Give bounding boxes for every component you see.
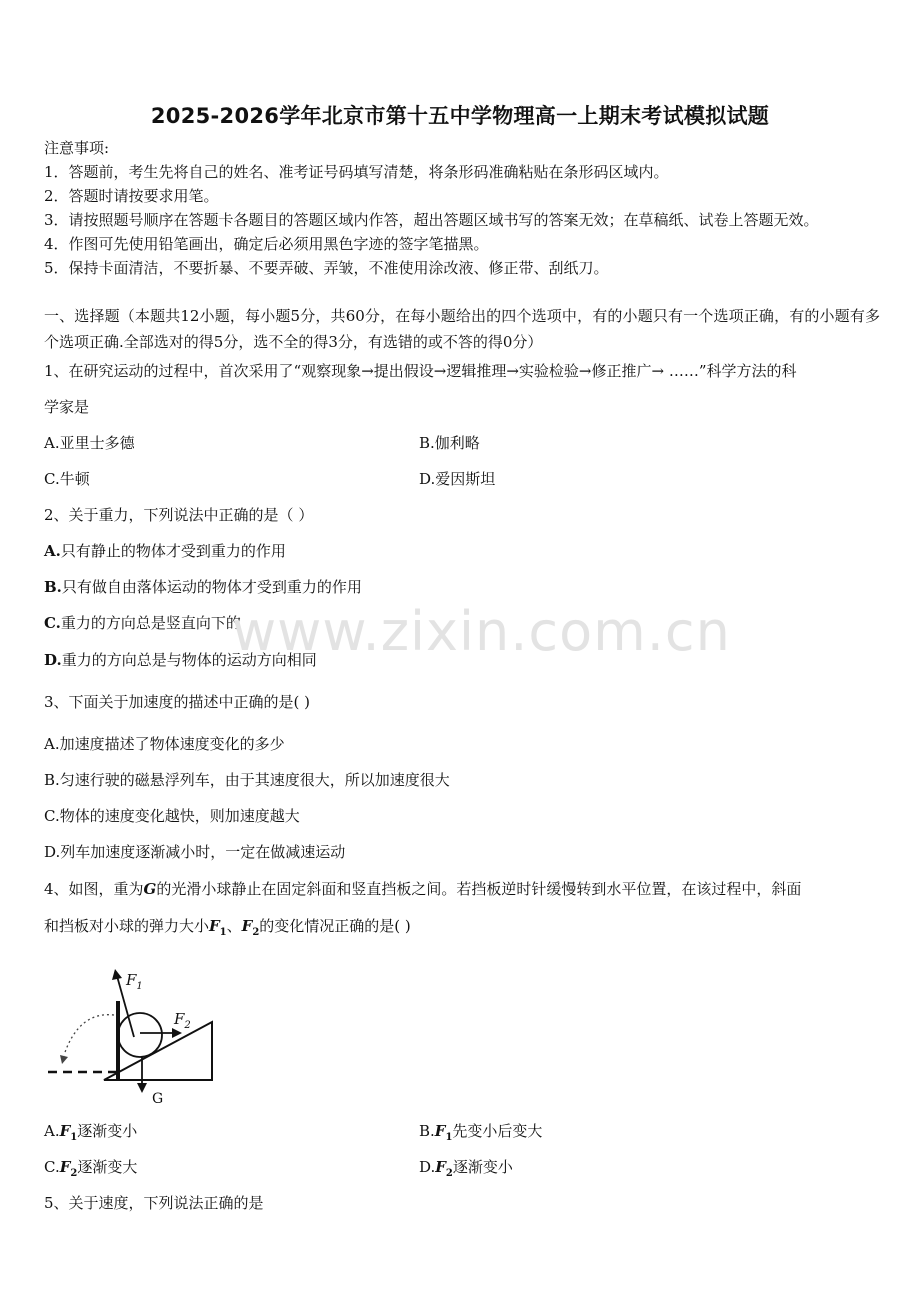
question-1-option-d: D.爱因斯坦 bbox=[419, 470, 496, 488]
question-2-option-b: B.只有做自由落体运动的物体才受到重力的作用 bbox=[44, 578, 362, 596]
incline-diagram bbox=[44, 963, 229, 1103]
rotation-arrowhead bbox=[60, 1055, 68, 1064]
ball bbox=[118, 1013, 162, 1057]
question-4-figure bbox=[44, 963, 229, 1107]
question-1-option-c: C.牛顿 bbox=[44, 470, 90, 488]
question-3-option-a: A.加速度描述了物体速度变化的多少 bbox=[44, 735, 285, 753]
watermark: www.zixin.com.cn bbox=[232, 600, 731, 663]
question-3-option-d: D.列车加速度逐渐减小时，一定在做减速运动 bbox=[44, 843, 346, 861]
notice-item: 5．保持卡面清洁，不要折暴、不要弄破、弄皱，不准使用涂改液、修正带、刮纸刀。 bbox=[44, 259, 609, 277]
question-3-option-b: B.匀速行驶的磁悬浮列车，由于其速度很大，所以加速度很大 bbox=[44, 771, 450, 789]
question-2-option-d: D.重力的方向总是与物体的运动方向相同 bbox=[44, 651, 317, 669]
question-4-option-d: $D.F_2$逐渐变小 bbox=[419, 1158, 513, 1179]
page-title: 2025-2026学年北京市第十五中学物理高一上期末考试模拟试题 bbox=[150, 104, 770, 128]
rotation-arc bbox=[64, 1015, 114, 1055]
question-2-stem: 2、关于重力，下列说法中正确的是（ ） bbox=[44, 506, 314, 524]
question-4-stem-cont: 和挡板对小球的弹力大小$F_1$、$F_2$的变化情况正确的是( ) bbox=[44, 917, 411, 938]
section-heading: 一、选择题（本题共12小题，每小题5分，共60分，在每小题给出的四个选项中，有的小题只有一个选项正确，有的小题有多个选项正确.全部选对的得5分，选不全的得3分，有选错的或不答的得0分） bbox=[44, 307, 880, 351]
label-f2: $F_2$ bbox=[174, 1010, 191, 1031]
notice-item: 3．请按照题号顺序在答题卡各题目的答题区域内作答，超出答题区域书写的答案无效；在草稿纸、试卷上答题无效。 bbox=[44, 211, 819, 229]
notice-item: 2．答题时请按要求用笔。 bbox=[44, 187, 219, 205]
question-5-stem: 5、关于速度，下列说法正确的是 bbox=[44, 1194, 264, 1212]
question-1-stem: 1、在研究运动的过程中，首次采用了“观察现象→提出假设→逻辑推理→实验检验→修正推广→ ……”科学方法的科 bbox=[44, 362, 797, 380]
question-1-option-b: B.伽利略 bbox=[419, 434, 480, 452]
question-4-option-b: $B.F_1$先变小后变大 bbox=[419, 1122, 543, 1143]
question-2-option-a: A.只有静止的物体才受到重力的作用 bbox=[44, 542, 286, 560]
gravity-arrowhead bbox=[137, 1083, 147, 1093]
question-3-stem: 3、下面关于加速度的描述中正确的是( ) bbox=[44, 693, 311, 711]
question-1-stem-cont: 学家是 bbox=[44, 398, 90, 416]
question-4-option-c: $C.F_2$逐渐变大 bbox=[44, 1158, 138, 1179]
question-4-stem: 4、如图，重为G的光滑小球静止在固定斜面和竖直挡板之间。若挡板逆时针缓慢转到水平位置，在该过程中，斜面 bbox=[44, 880, 802, 898]
question-1-option-a: A.亚里士多德 bbox=[44, 434, 135, 452]
question-2-option-c: C.重力的方向总是竖直向下的 bbox=[44, 614, 241, 632]
question-4-option-a: $A.F_1$逐渐变小 bbox=[44, 1122, 138, 1143]
incline-block bbox=[104, 1022, 212, 1080]
label-f1: $F_1$ bbox=[126, 971, 143, 992]
force-f2-arrowhead bbox=[172, 1028, 182, 1038]
notice-heading: 注意事项: bbox=[44, 139, 110, 157]
question-3-option-c: C.物体的速度变化越快，则加速度越大 bbox=[44, 807, 300, 825]
notice-item: 1．答题前，考生先将自己的姓名、准考证号码填写清楚，将条形码准确粘贴在条形码区域内。 bbox=[44, 163, 669, 181]
label-g: G bbox=[152, 1091, 164, 1103]
force-f1-arrowhead bbox=[112, 969, 122, 980]
notice-item: 4．作图可先使用铅笔画出，确定后必须用黑色字迹的签字笔描黑。 bbox=[44, 235, 489, 253]
